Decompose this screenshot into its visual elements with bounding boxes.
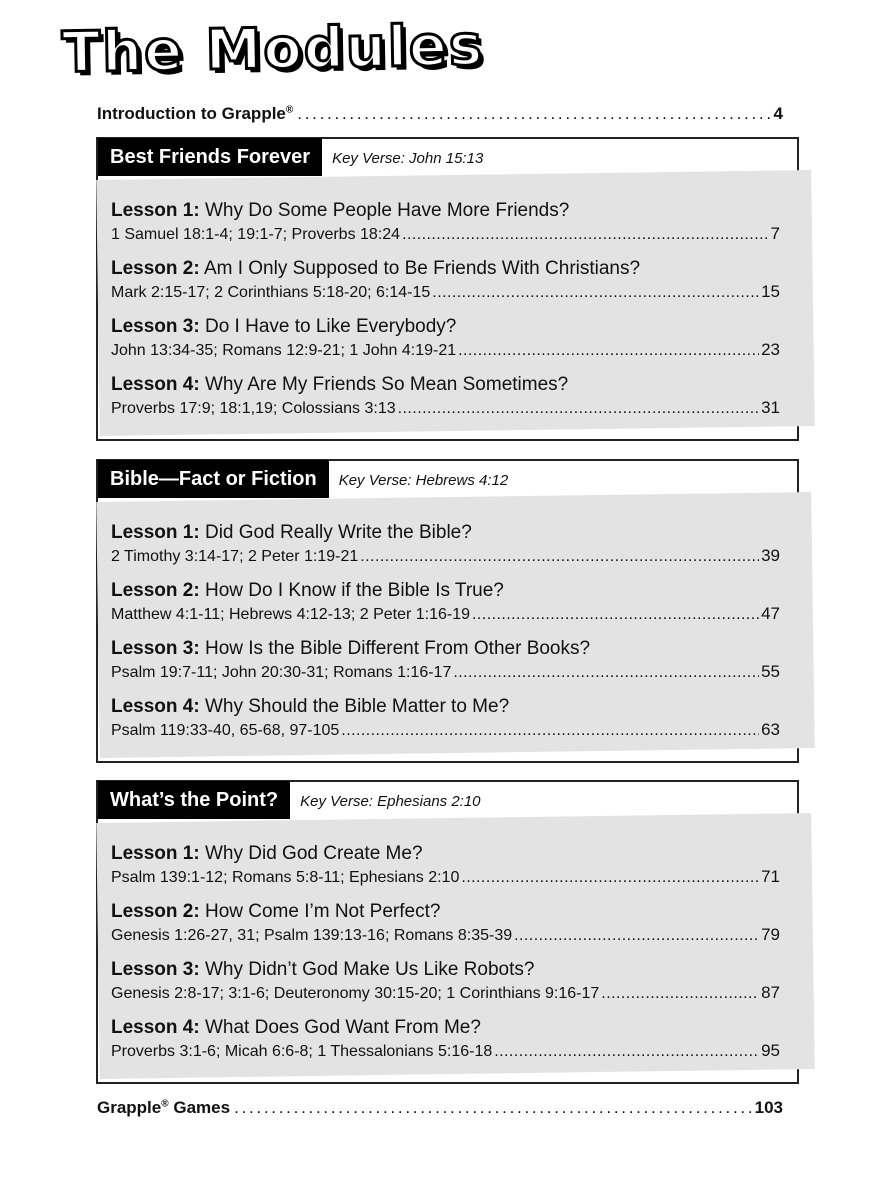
lesson-page-number: 55 bbox=[761, 662, 780, 681]
dot-leader bbox=[341, 720, 759, 742]
lesson-number: Lesson 4: bbox=[111, 696, 200, 717]
page-title: The Modules bbox=[61, 13, 485, 86]
dot-leader bbox=[472, 604, 759, 626]
lesson-number: Lesson 1: bbox=[111, 200, 200, 221]
module-best-friends-forever bbox=[96, 137, 799, 441]
scripture-refs: John 13:34-35; Romans 12:9-21; 1 John 4:19-21 bbox=[111, 342, 457, 359]
scripture-refs: Genesis 1:26-27, 31; Psalm 139:13-16; Romans 8:35-39 bbox=[111, 927, 513, 944]
lesson-number: Lesson 3: bbox=[111, 638, 200, 659]
lesson-title: Why Should the Bible Matter to Me? bbox=[204, 696, 510, 717]
lesson-number: Lesson 4: bbox=[111, 374, 200, 395]
lesson-title: How Is the Bible Different From Other Books? bbox=[204, 638, 591, 659]
scripture-refs: Genesis 2:8-17; 3:1-6; Deuteronomy 30:15-20; 1 Corinthians 9:16-17 bbox=[111, 985, 600, 1002]
dot-leader bbox=[398, 398, 759, 420]
intro-toc-entry[interactable] bbox=[97, 104, 783, 124]
scripture-refs: Mark 2:15-17; 2 Corinthians 5:18-20; 6:14-15 bbox=[111, 284, 431, 301]
lesson-title: What Does God Want From Me? bbox=[204, 1017, 481, 1038]
scripture-refs: Proverbs 3:1-6; Micah 6:6-8; 1 Thessalonians 5:16-18 bbox=[111, 1043, 493, 1060]
lesson-entry[interactable] bbox=[111, 695, 780, 742]
lesson-entry[interactable] bbox=[111, 373, 780, 420]
dot-leader bbox=[234, 1098, 751, 1118]
key-verse: Key Verse: Ephesians 2:10 bbox=[300, 792, 481, 810]
lesson-title: Did God Really Write the Bible? bbox=[204, 522, 472, 543]
key-verse: Key Verse: Hebrews 4:12 bbox=[338, 471, 509, 489]
lesson-title: How Come I’m Not Perfect? bbox=[204, 901, 441, 922]
lesson-title: Do I Have to Like Everybody? bbox=[204, 316, 457, 337]
lesson-page-number: 63 bbox=[761, 720, 780, 739]
lesson-number: Lesson 2: bbox=[111, 258, 200, 279]
module-name: What’s the Point? bbox=[98, 781, 290, 819]
lesson-number: Lesson 2: bbox=[111, 580, 200, 601]
dot-leader bbox=[297, 104, 769, 124]
module-whats-the-point bbox=[96, 780, 799, 1084]
lesson-page-number: 23 bbox=[761, 340, 780, 359]
lesson-title: Why Did God Create Me? bbox=[204, 843, 423, 864]
module-name: Best Friends Forever bbox=[98, 138, 322, 176]
lesson-entry[interactable] bbox=[111, 958, 780, 1005]
scripture-refs: Psalm 19:7-11; John 20:30-31; Romans 1:16-17 bbox=[111, 664, 452, 681]
lesson-page-number: 79 bbox=[761, 925, 780, 944]
lesson-entry[interactable] bbox=[111, 900, 780, 947]
dot-leader bbox=[402, 224, 768, 246]
lesson-page-number: 7 bbox=[770, 224, 780, 243]
lesson-number: Lesson 3: bbox=[111, 959, 200, 980]
lesson-page-number: 71 bbox=[761, 867, 780, 886]
games-page-number: 103 bbox=[754, 1098, 783, 1117]
games-toc-entry[interactable] bbox=[97, 1098, 783, 1118]
lesson-title: Why Do Some People Have More Friends? bbox=[204, 200, 570, 221]
dot-leader bbox=[453, 662, 759, 684]
dot-leader bbox=[432, 282, 759, 304]
scripture-refs: Proverbs 17:9; 18:1,19; Colossians 3:13 bbox=[111, 400, 396, 417]
lesson-page-number: 87 bbox=[761, 983, 780, 1002]
scripture-refs: Psalm 119:33-40, 65-68, 97-105 bbox=[111, 722, 340, 739]
lesson-entry[interactable] bbox=[111, 637, 780, 684]
dot-leader bbox=[601, 983, 759, 1005]
lesson-entry[interactable] bbox=[111, 579, 780, 626]
lesson-entry[interactable] bbox=[111, 199, 780, 246]
lesson-entry[interactable] bbox=[111, 315, 780, 362]
games-label: Grapple® Games bbox=[97, 1098, 231, 1117]
key-verse: Key Verse: John 15:13 bbox=[332, 149, 484, 167]
lesson-entry[interactable] bbox=[111, 521, 780, 568]
dot-leader bbox=[514, 925, 759, 947]
dot-leader bbox=[494, 1041, 759, 1063]
lesson-entry[interactable] bbox=[111, 842, 780, 889]
scripture-refs: 2 Timothy 3:14-17; 2 Peter 1:19-21 bbox=[111, 548, 359, 565]
lesson-title: Am I Only Supposed to Be Friends With Christians? bbox=[203, 258, 641, 279]
dot-leader bbox=[458, 340, 759, 362]
lesson-entry[interactable] bbox=[111, 1016, 780, 1063]
lesson-title: How Do I Know if the Bible Is True? bbox=[204, 580, 504, 601]
lesson-number: Lesson 4: bbox=[111, 1017, 200, 1038]
dot-leader bbox=[360, 546, 759, 568]
module-name: Bible—Fact or Fiction bbox=[98, 460, 329, 498]
lesson-page-number: 15 bbox=[761, 282, 780, 301]
intro-label: Introduction to Grapple® bbox=[97, 104, 294, 123]
lesson-title: Why Are My Friends So Mean Sometimes? bbox=[204, 374, 569, 395]
lesson-page-number: 39 bbox=[761, 546, 780, 565]
scripture-refs: Psalm 139:1-12; Romans 5:8-11; Ephesians 2:10 bbox=[111, 869, 460, 886]
lesson-page-number: 47 bbox=[761, 604, 780, 623]
scripture-refs: 1 Samuel 18:1-4; 19:1-7; Proverbs 18:24 bbox=[111, 226, 401, 243]
scripture-refs: Matthew 4:1-11; Hebrews 4:12-13; 2 Peter 1:16-19 bbox=[111, 606, 471, 623]
lesson-number: Lesson 1: bbox=[111, 522, 200, 543]
dot-leader bbox=[461, 867, 759, 889]
lesson-number: Lesson 2: bbox=[111, 901, 200, 922]
lesson-entry[interactable] bbox=[111, 257, 780, 304]
lesson-number: Lesson 1: bbox=[111, 843, 200, 864]
lesson-page-number: 31 bbox=[761, 398, 780, 417]
module-bible-fact-or-fiction bbox=[96, 459, 799, 763]
lesson-page-number: 95 bbox=[761, 1041, 780, 1060]
lesson-title: Why Didn’t God Make Us Like Robots? bbox=[204, 959, 535, 980]
lesson-number: Lesson 3: bbox=[111, 316, 200, 337]
intro-page-number: 4 bbox=[773, 104, 783, 123]
